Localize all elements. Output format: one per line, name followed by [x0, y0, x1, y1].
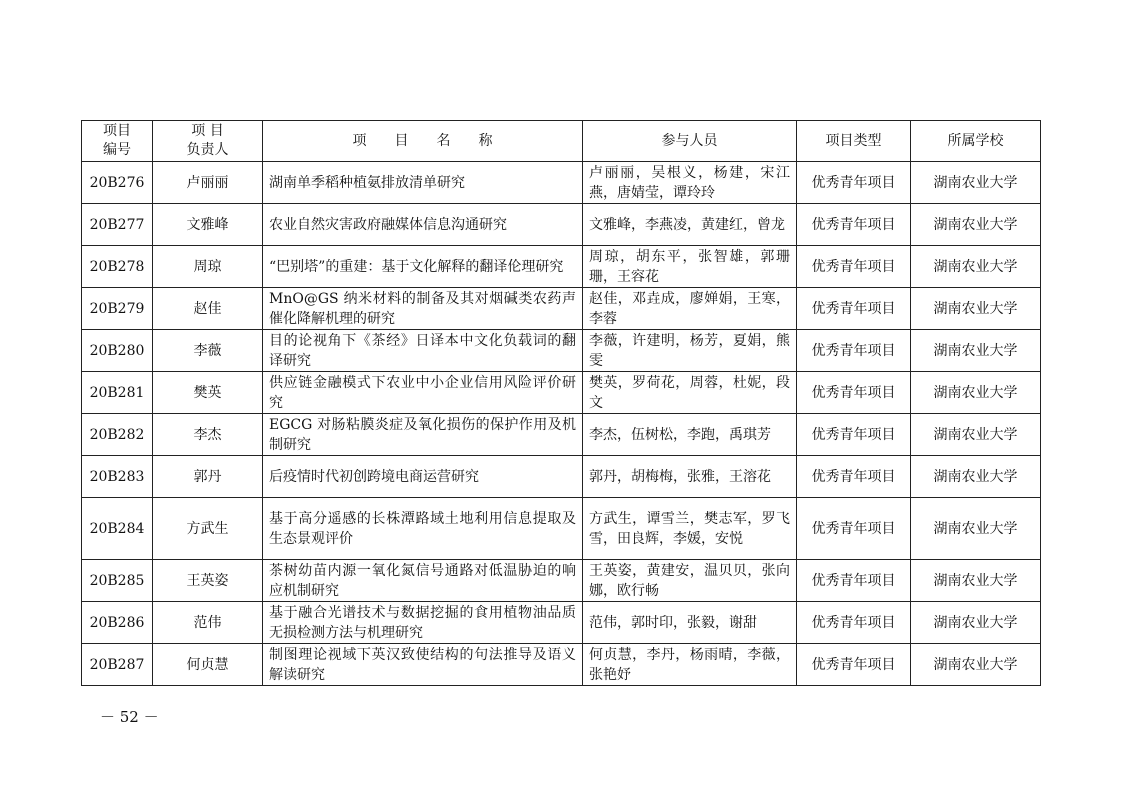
- cell-school: 湖南农业大学: [911, 456, 1041, 498]
- project-table: [81, 120, 1041, 686]
- cell-project-type: 优秀青年项目: [797, 414, 911, 456]
- cell-project-type: 优秀青年项目: [797, 602, 911, 644]
- cell-project-leader: 卢丽丽: [153, 162, 263, 204]
- header-participants: 参与人员: [583, 121, 797, 162]
- cell-participants: 卢丽丽，吴根义，杨建，宋江燕，唐婧莹，谭玲玲: [583, 162, 797, 204]
- table-row: [82, 162, 1041, 204]
- cell-project-type: 优秀青年项目: [797, 560, 911, 602]
- cell-project-name: “巴别塔”的重建：基于文化解释的翻译伦理研究: [263, 246, 583, 288]
- cell-project-type: 优秀青年项目: [797, 498, 911, 560]
- cell-participants: 赵佳，邓垚成，廖婵娟，王寒，李蓉: [583, 288, 797, 330]
- cell-project-id: 20B285: [82, 560, 153, 602]
- cell-project-name: 湖南单季稻种植氨排放清单研究: [263, 162, 583, 204]
- cell-school: 湖南农业大学: [911, 414, 1041, 456]
- cell-participants: 李薇，许建明，杨芳，夏娟，熊雯: [583, 330, 797, 372]
- cell-participants: 范伟，郭时印，张毅，谢甜: [583, 602, 797, 644]
- cell-school: 湖南农业大学: [911, 644, 1041, 686]
- cell-project-leader: 文雅峰: [153, 204, 263, 246]
- cell-school: 湖南农业大学: [911, 372, 1041, 414]
- cell-school: 湖南农业大学: [911, 330, 1041, 372]
- cell-project-name: 后疫情时代初创跨境电商运营研究: [263, 456, 583, 498]
- cell-school: 湖南农业大学: [911, 560, 1041, 602]
- page-number: － 52 －: [100, 708, 159, 726]
- cell-participants: 周琼，胡东平，张智雄，郭珊珊，王容花: [583, 246, 797, 288]
- table-row: [82, 644, 1041, 686]
- cell-project-type: 优秀青年项目: [797, 204, 911, 246]
- cell-school: 湖南农业大学: [911, 498, 1041, 560]
- cell-project-name: MnO@GS 纳米材料的制备及其对烟碱类农药声催化降解机理的研究: [263, 288, 583, 330]
- table-row: [82, 456, 1041, 498]
- cell-project-id: 20B284: [82, 498, 153, 560]
- cell-participants: 郭丹，胡梅梅，张雅，王溶花: [583, 456, 797, 498]
- table-row: [82, 602, 1041, 644]
- cell-project-leader: 樊英: [153, 372, 263, 414]
- header-row: [82, 121, 1041, 162]
- cell-project-id: 20B280: [82, 330, 153, 372]
- cell-project-name: 制图理论视域下英汉致使结构的句法推导及语义解读研究: [263, 644, 583, 686]
- cell-project-type: 优秀青年项目: [797, 162, 911, 204]
- cell-project-id: 20B278: [82, 246, 153, 288]
- cell-project-id: 20B286: [82, 602, 153, 644]
- header-project-id: 项目 编号: [82, 121, 153, 162]
- cell-participants: 文雅峰，李燕凌，黄建红，曾龙: [583, 204, 797, 246]
- cell-project-id: 20B283: [82, 456, 153, 498]
- cell-project-name: 基于高分遥感的长株潭路域土地利用信息提取及生态景观评价: [263, 498, 583, 560]
- cell-project-type: 优秀青年项目: [797, 288, 911, 330]
- table-row: [82, 288, 1041, 330]
- cell-project-leader: 方武生: [153, 498, 263, 560]
- cell-project-name: 茶树幼苗内源一氧化氮信号通路对低温胁迫的响应机制研究: [263, 560, 583, 602]
- cell-participants: 何贞慧，李丹，杨雨晴，李薇，张艳妤: [583, 644, 797, 686]
- cell-project-name: 目的论视角下《茶经》日译本中文化负载词的翻译研究: [263, 330, 583, 372]
- cell-project-type: 优秀青年项目: [797, 246, 911, 288]
- table-row: [82, 246, 1041, 288]
- header-school: 所属学校: [911, 121, 1041, 162]
- cell-project-type: 优秀青年项目: [797, 456, 911, 498]
- header-project-leader: 项 目 负责人: [153, 121, 263, 162]
- header-project-name: 项 目 名 称: [263, 121, 583, 162]
- cell-project-leader: 李杰: [153, 414, 263, 456]
- table-row: [82, 372, 1041, 414]
- table-row: [82, 330, 1041, 372]
- cell-participants: 方武生，谭雪兰，樊志军，罗飞雪，田良辉，李媛，安悦: [583, 498, 797, 560]
- header-project-type: 项目类型: [797, 121, 911, 162]
- cell-project-leader: 郭丹: [153, 456, 263, 498]
- cell-project-name: EGCG 对肠粘膜炎症及氧化损伤的保护作用及机制研究: [263, 414, 583, 456]
- cell-participants: 李杰，伍树松，李跑，禹琪芳: [583, 414, 797, 456]
- cell-participants: 王英姿，黄建安，温贝贝，张向娜，欧行畅: [583, 560, 797, 602]
- table-row: [82, 414, 1041, 456]
- cell-project-id: 20B282: [82, 414, 153, 456]
- cell-project-leader: 何贞慧: [153, 644, 263, 686]
- table-row: [82, 560, 1041, 602]
- cell-project-name: 基于融合光谱技术与数据挖掘的食用植物油品质无损检测方法与机理研究: [263, 602, 583, 644]
- cell-project-leader: 李薇: [153, 330, 263, 372]
- cell-project-id: 20B277: [82, 204, 153, 246]
- cell-project-id: 20B276: [82, 162, 153, 204]
- cell-project-type: 优秀青年项目: [797, 330, 911, 372]
- cell-project-id: 20B281: [82, 372, 153, 414]
- cell-school: 湖南农业大学: [911, 204, 1041, 246]
- table-row: [82, 204, 1041, 246]
- table-row: [82, 498, 1041, 560]
- cell-project-leader: 赵佳: [153, 288, 263, 330]
- cell-participants: 樊英，罗荷花，周蓉，杜妮，段文: [583, 372, 797, 414]
- cell-project-id: 20B279: [82, 288, 153, 330]
- cell-school: 湖南农业大学: [911, 288, 1041, 330]
- cell-project-leader: 周琼: [153, 246, 263, 288]
- cell-project-leader: 范伟: [153, 602, 263, 644]
- cell-project-type: 优秀青年项目: [797, 644, 911, 686]
- cell-project-name: 供应链金融模式下农业中小企业信用风险评价研究: [263, 372, 583, 414]
- cell-school: 湖南农业大学: [911, 602, 1041, 644]
- cell-project-name: 农业自然灾害政府融媒体信息沟通研究: [263, 204, 583, 246]
- cell-school: 湖南农业大学: [911, 162, 1041, 204]
- cell-project-type: 优秀青年项目: [797, 372, 911, 414]
- cell-project-id: 20B287: [82, 644, 153, 686]
- cell-project-leader: 王英姿: [153, 560, 263, 602]
- cell-school: 湖南农业大学: [911, 246, 1041, 288]
